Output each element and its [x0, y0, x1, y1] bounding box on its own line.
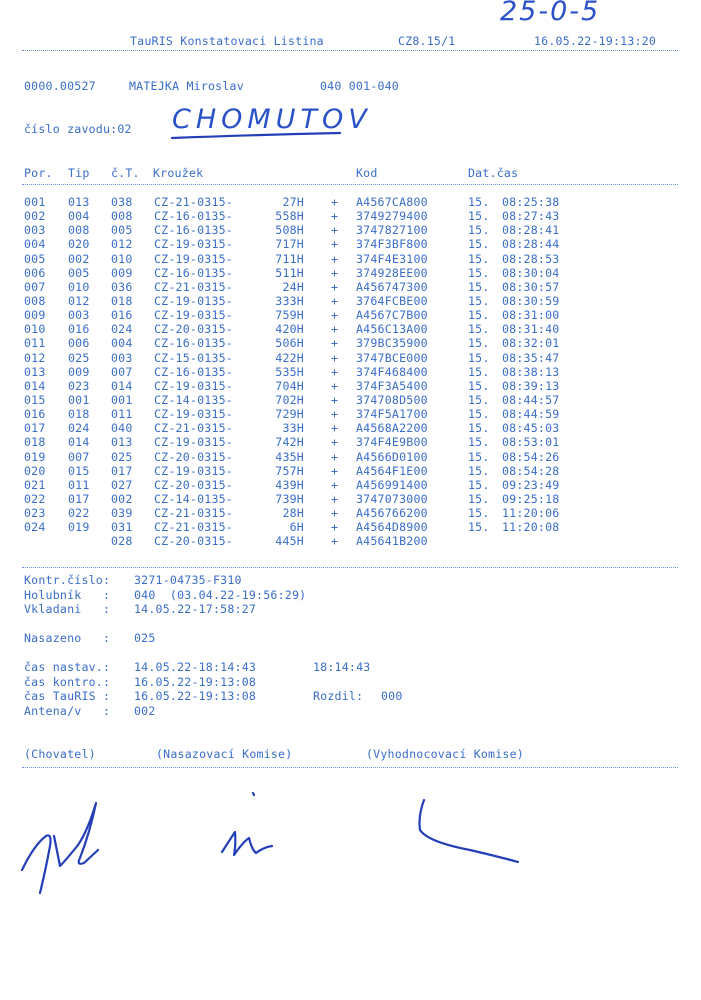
kontro-value: 16.05.22-19:13:08 — [134, 675, 257, 689]
cell-ring-prefix: CZ-16-0135- — [154, 223, 233, 238]
cell-code: 3747BCE000 — [356, 350, 428, 365]
cell-ring-prefix: CZ-19-0315- — [154, 435, 233, 450]
cell-ring-prefix: CZ-19-0315- — [154, 407, 233, 422]
cell-ring-number: 506H — [275, 336, 304, 351]
cell-plus: + — [331, 350, 339, 365]
cell-ct: 031 — [111, 520, 133, 535]
cell-ring-prefix: CZ-14-0135- — [154, 491, 233, 506]
cell-ring-prefix: CZ-16-0135- — [154, 265, 233, 280]
cell-tip: 010 — [68, 279, 90, 294]
cell-ring-prefix: CZ-14-0135- — [154, 392, 233, 407]
cell-code: 379BC35900 — [356, 336, 428, 351]
cell-code: A4566D0100 — [356, 449, 428, 464]
cell-tip: 024 — [68, 421, 90, 436]
cell-plus: + — [331, 506, 339, 521]
cell-time: 08:45:03 — [502, 421, 560, 436]
cell-por: 007 — [24, 279, 46, 294]
cell-tip: 018 — [68, 407, 90, 422]
cell-ring-number: 24H — [282, 279, 304, 294]
cell-time: 08:32:01 — [502, 336, 560, 351]
cell-ct: 036 — [111, 279, 133, 294]
cell-code: 374F4E9B00 — [356, 435, 428, 450]
cell-code: 374708D500 — [356, 392, 428, 407]
cell-ring-number: 711H — [275, 251, 304, 266]
cell-ring-prefix: CZ-21-0315- — [154, 506, 233, 521]
cell-time: 08:44:57 — [502, 392, 560, 407]
cell-time: 08:31:00 — [502, 308, 560, 323]
cell-por: 009 — [24, 308, 46, 323]
cell-ct: 024 — [111, 322, 133, 337]
cell-ring-number: 704H — [275, 378, 304, 393]
cell-plus: + — [331, 491, 339, 506]
cell-ring-number: 435H — [275, 449, 304, 464]
cell-time: 08:54:26 — [502, 449, 560, 464]
cell-ring-number: 33H — [282, 421, 304, 436]
cell-ring-number: 729H — [275, 407, 304, 422]
cell-ct: 039 — [111, 506, 133, 521]
cell-ct: 038 — [111, 195, 133, 209]
cell-date: 15. — [468, 506, 490, 521]
cell-code: 3747827100 — [356, 223, 428, 238]
cell-plus: + — [331, 322, 339, 337]
cell-date: 15. — [468, 449, 490, 464]
cell-plus: + — [331, 223, 339, 238]
cell-por: 006 — [24, 265, 46, 280]
cell-code: A456766200 — [356, 506, 428, 521]
column-header-ct: č.T. — [111, 166, 140, 180]
cell-date: 15. — [468, 378, 490, 393]
cell-date: 15. — [468, 265, 490, 280]
column-header-por: Por. — [24, 166, 53, 180]
cell-ring-prefix: CZ-21-0315- — [154, 195, 233, 209]
cell-por: 014 — [24, 378, 46, 393]
vkladani-label: Vkladani : — [24, 602, 111, 616]
column-header-ring: Kroužek — [153, 166, 204, 180]
cell-time: 11:20:08 — [502, 520, 560, 535]
cell-code: A4564D8900 — [356, 520, 428, 535]
cell-plus: + — [331, 209, 339, 224]
owner-org: 040 001-040 — [320, 79, 399, 93]
cell-por: 016 — [24, 407, 46, 422]
column-header-time: Dat.čas — [468, 166, 519, 180]
cell-ct: 017 — [111, 463, 133, 478]
cell-por: 024 — [24, 520, 46, 535]
cell-tip: 014 — [68, 435, 90, 450]
cell-date: 15. — [468, 279, 490, 294]
cell-ring-prefix: CZ-20-0315- — [154, 477, 233, 492]
cell-tip: 022 — [68, 506, 90, 521]
cell-por: 010 — [24, 322, 46, 337]
cell-tip: 001 — [68, 392, 90, 407]
cell-tip: 002 — [68, 251, 90, 266]
cell-time: 08:28:41 — [502, 223, 560, 238]
cell-date: 15. — [468, 421, 490, 436]
cell-ring-number: 759H — [275, 308, 304, 323]
cell-ring-prefix: CZ-16-0135- — [154, 336, 233, 351]
cell-ring-number: 6H — [289, 520, 304, 535]
column-header-tip: Tip — [68, 166, 90, 180]
cell-por: 002 — [24, 209, 46, 224]
antena-label: Antena/v : — [24, 704, 111, 718]
cell-time: 08:44:59 — [502, 407, 560, 422]
cell-time: 09:23:49 — [502, 477, 560, 492]
cell-code: 374F3BF800 — [356, 237, 428, 252]
cell-plus: + — [331, 463, 339, 478]
cell-date: 15. — [468, 308, 490, 323]
cell-time: 08:38:13 — [502, 364, 560, 379]
cell-ct: 008 — [111, 209, 133, 224]
document-code: CZ8.15/1 — [398, 34, 456, 48]
cell-ct: 007 — [111, 364, 133, 379]
cell-time: 08:30:04 — [502, 265, 560, 280]
cell-ring-number: 757H — [275, 463, 304, 478]
cell-tip: 007 — [68, 449, 90, 464]
cell-time: 11:20:06 — [502, 506, 560, 521]
cell-date: 15. — [468, 463, 490, 478]
tauris-value: 16.05.22-19:13:08 — [134, 689, 257, 703]
cell-por: 005 — [24, 251, 46, 266]
cell-plus: + — [331, 237, 339, 252]
cell-tip: 006 — [68, 336, 90, 351]
cell-date: 15. — [468, 336, 490, 351]
cell-tip: 009 — [68, 364, 90, 379]
cell-code: 374F4E3100 — [356, 251, 428, 266]
cell-tip: 003 — [68, 308, 90, 323]
cell-plus: + — [331, 421, 339, 436]
cell-time: 08:30:59 — [502, 293, 560, 308]
cell-tip: 005 — [68, 265, 90, 280]
cell-code: 3747073000 — [356, 491, 428, 506]
cell-code: A45641B200 — [356, 534, 428, 549]
cell-tip: 020 — [68, 237, 90, 252]
cell-date: 15. — [468, 477, 490, 492]
cell-plus: + — [331, 336, 339, 351]
cell-time: 09:25:18 — [502, 491, 560, 506]
cell-ring-prefix: CZ-16-0135- — [154, 209, 233, 224]
cell-ring-number: 702H — [275, 392, 304, 407]
cell-ring-prefix: CZ-20-0315- — [154, 322, 233, 337]
factory-handwritten: CHOMUTOV — [172, 104, 372, 135]
cell-date: 15. — [468, 322, 490, 337]
owner-name: MATEJKA Miroslav — [129, 79, 244, 93]
cell-time: 08:27:43 — [502, 209, 560, 224]
cell-ring-number: 717H — [275, 237, 304, 252]
cell-por: 008 — [24, 293, 46, 308]
cell-ring-number: 27H — [282, 195, 304, 209]
kontro-label: čas kontro.: — [24, 675, 111, 689]
cell-ring-prefix: CZ-20-0315- — [154, 534, 233, 549]
factory-label: číslo zavodu:02 — [24, 122, 132, 136]
cell-code: A456991400 — [356, 477, 428, 492]
kontr-label: Kontr.číslo: — [24, 573, 111, 587]
cell-plus: + — [331, 520, 339, 535]
cell-ring-prefix: CZ-16-0135- — [154, 364, 233, 379]
cell-code: A456C13A00 — [356, 322, 428, 337]
cell-ring-number: 445H — [275, 534, 304, 549]
cell-tip: 008 — [68, 223, 90, 238]
cell-ct: 011 — [111, 407, 133, 422]
cell-ring-number: 511H — [275, 265, 304, 280]
cell-plus: + — [331, 293, 339, 308]
cell-ring-number: 742H — [275, 435, 304, 450]
cell-date: 15. — [468, 350, 490, 365]
cell-tip: 015 — [68, 463, 90, 478]
cell-ring-prefix: CZ-21-0315- — [154, 520, 233, 535]
cell-plus: + — [331, 392, 339, 407]
cell-ct: 012 — [111, 237, 133, 252]
cell-tip: 023 — [68, 378, 90, 393]
cell-date: 15. — [468, 435, 490, 450]
cell-code: 374928EE00 — [356, 265, 428, 280]
cell-time: 08:35:47 — [502, 350, 560, 365]
cell-por: 003 — [24, 223, 46, 238]
cell-ct: 040 — [111, 421, 133, 436]
cell-code: 374F3A5400 — [356, 378, 428, 393]
cell-ring-number: 558H — [275, 209, 304, 224]
cell-ring-prefix: CZ-15-0135- — [154, 350, 233, 365]
cell-por: 020 — [24, 463, 46, 478]
cell-plus: + — [331, 364, 339, 379]
cell-ring-number: 739H — [275, 491, 304, 506]
cell-ct: 013 — [111, 435, 133, 450]
cell-ct: 004 — [111, 336, 133, 351]
cell-ring-number: 28H — [282, 506, 304, 521]
cell-ring-prefix: CZ-21-0315- — [154, 279, 233, 294]
cell-plus: + — [331, 378, 339, 393]
cell-ring-number: 439H — [275, 477, 304, 492]
cell-date: 15. — [468, 223, 490, 238]
cell-por: 018 — [24, 435, 46, 450]
cell-time: 08:30:57 — [502, 279, 560, 294]
signature-label-vyhodnocovaci: (Vyhodnocovací Komise) — [366, 747, 524, 761]
cell-date: 15. — [468, 364, 490, 379]
cell-date: 15. — [468, 392, 490, 407]
nastav-extra: 18:14:43 — [313, 660, 371, 674]
cell-time: 08:31:40 — [502, 322, 560, 337]
nasazeno-label: Nasazeno : — [24, 631, 111, 645]
antena-value: 002 — [134, 704, 156, 718]
nastav-value: 14.05.22-18:14:43 — [134, 660, 257, 674]
cell-ct: 014 — [111, 378, 133, 393]
cell-ring-number: 422H — [275, 350, 304, 365]
cell-plus: + — [331, 534, 339, 549]
document-datetime: 16.05.22-19:13:20 — [534, 34, 657, 48]
cell-ct: 003 — [111, 350, 133, 365]
document-title: TauRIS Konstatovaci Listina — [130, 34, 324, 48]
cell-tip: 013 — [68, 195, 90, 209]
cell-date: 15. — [468, 195, 490, 209]
vkladani-value: 14.05.22-17:58:27 — [134, 602, 257, 616]
cell-por: 021 — [24, 477, 46, 492]
cell-ring-prefix: CZ-21-0315- — [154, 421, 233, 436]
cell-tip: 016 — [68, 322, 90, 337]
cell-ring-prefix: CZ-19-0315- — [154, 463, 233, 478]
cell-code: 3749279400 — [356, 209, 428, 224]
cell-por: 023 — [24, 506, 46, 521]
cell-ring-number: 535H — [275, 364, 304, 379]
cell-code: A4567C7B00 — [356, 308, 428, 323]
cell-ring-number: 333H — [275, 293, 304, 308]
cell-time: 08:39:13 — [502, 378, 560, 393]
cell-date: 15. — [468, 293, 490, 308]
cell-ct: 002 — [111, 491, 133, 506]
column-header-code: Kod — [356, 166, 378, 180]
cell-plus: + — [331, 251, 339, 266]
cell-code: 3764FCBE00 — [356, 293, 428, 308]
cell-code: A4568A2200 — [356, 421, 428, 436]
kontr-value: 3271-04735-F310 — [134, 573, 242, 587]
cell-plus: + — [331, 308, 339, 323]
cell-por: 019 — [24, 449, 46, 464]
cell-tip: 011 — [68, 477, 90, 492]
handwritten-top-mark: 25-0-5 — [500, 0, 601, 27]
cell-ct: 010 — [111, 251, 133, 266]
cell-ct: 009 — [111, 265, 133, 280]
cell-date: 15. — [468, 237, 490, 252]
cell-date: 15. — [468, 520, 490, 535]
cell-plus: + — [331, 265, 339, 280]
cell-ring-prefix: CZ-19-0315- — [154, 237, 233, 252]
rozdil-label: Rozdil: — [313, 689, 364, 703]
cell-por: 022 — [24, 491, 46, 506]
cell-time: 08:28:44 — [502, 237, 560, 252]
cell-code: 374F5A1700 — [356, 407, 428, 422]
holubnik-label: Holubník : — [24, 588, 111, 602]
cell-ring-prefix: CZ-19-0315- — [154, 378, 233, 393]
tauris-label: čas TauRIS : — [24, 689, 111, 703]
cell-ct: 018 — [111, 293, 133, 308]
cell-code: A456747300 — [356, 279, 428, 294]
cell-plus: + — [331, 449, 339, 464]
cell-date: 15. — [468, 491, 490, 506]
cell-por: 011 — [24, 336, 46, 351]
cell-time: 08:53:01 — [502, 435, 560, 450]
signature-label-chovatel: (Chovatel) — [24, 747, 96, 761]
signature-label-nasazovaci: (Nasazovací Komise) — [156, 747, 293, 761]
cell-ring-prefix: CZ-19-0315- — [154, 308, 233, 323]
nastav-label: čas nastav.: — [24, 660, 111, 674]
cell-date: 15. — [468, 407, 490, 422]
cell-tip: 012 — [68, 293, 90, 308]
cell-plus: + — [331, 407, 339, 422]
cell-date: 15. — [468, 251, 490, 266]
cell-tip: 017 — [68, 491, 90, 506]
cell-ct: 005 — [111, 223, 133, 238]
cell-por: 017 — [24, 421, 46, 436]
cell-ring-number: 508H — [275, 223, 304, 238]
cell-por: 015 — [24, 392, 46, 407]
cell-tip: 019 — [68, 520, 90, 535]
holubnik-value: 040 (03.04.22-19:56:29) — [134, 588, 307, 602]
cell-time: 08:25:38 — [502, 195, 560, 209]
cell-ct: 027 — [111, 477, 133, 492]
cell-code: A4564F1E00 — [356, 463, 428, 478]
cell-ring-prefix: CZ-20-0315- — [154, 449, 233, 464]
cell-ring-number: 420H — [275, 322, 304, 337]
cell-tip: 004 — [68, 209, 90, 224]
cell-ct: 028 — [111, 534, 133, 549]
cell-por: 012 — [24, 350, 46, 365]
cell-plus: + — [331, 279, 339, 294]
rozdil-value: 000 — [381, 689, 403, 703]
cell-code: 374F468400 — [356, 364, 428, 379]
cell-tip: 025 — [68, 350, 90, 365]
cell-plus: + — [331, 435, 339, 450]
cell-plus: + — [331, 477, 339, 492]
cell-por: 004 — [24, 237, 46, 252]
cell-ring-prefix: CZ-19-0135- — [154, 293, 233, 308]
cell-code: A4567CA800 — [356, 195, 428, 209]
cell-time: 08:54:28 — [502, 463, 560, 478]
nasazeno-value: 025 — [134, 631, 156, 645]
cell-ct: 001 — [111, 392, 133, 407]
cell-por: 001 — [24, 195, 46, 209]
owner-id: 0000.00527 — [24, 79, 96, 93]
cell-ct: 025 — [111, 449, 133, 464]
cell-plus: + — [331, 195, 339, 209]
cell-date: 15. — [468, 209, 490, 224]
cell-por: 013 — [24, 364, 46, 379]
cell-time: 08:28:53 — [502, 251, 560, 266]
cell-ring-prefix: CZ-19-0315- — [154, 251, 233, 266]
cell-ct: 016 — [111, 308, 133, 323]
